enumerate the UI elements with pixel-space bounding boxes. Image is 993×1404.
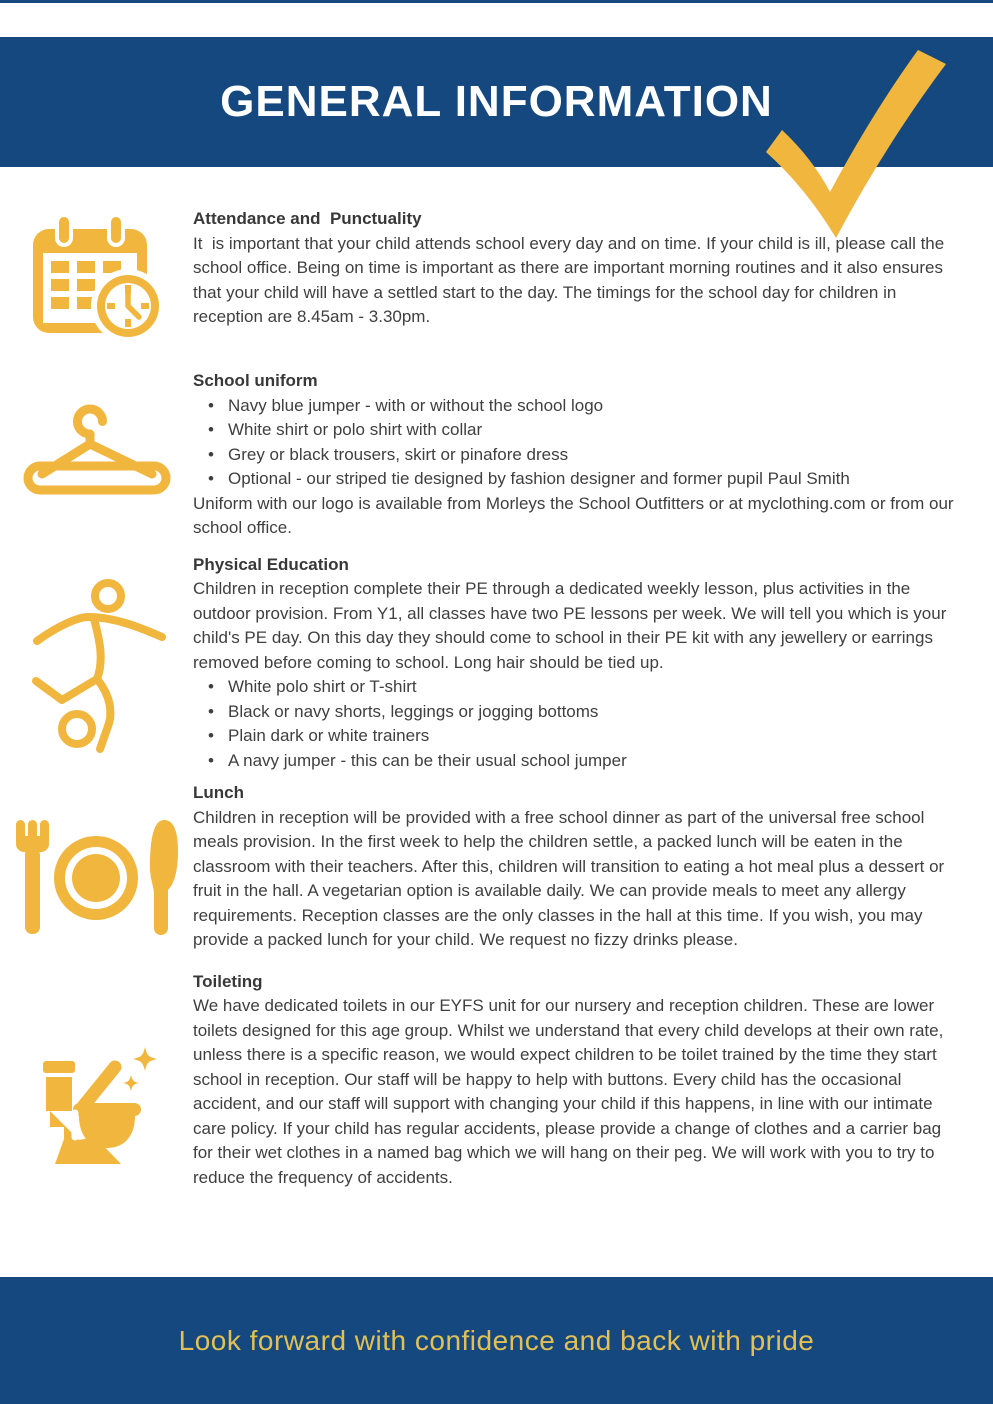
section-paragraph: Children in reception will be provided with a free school dinner as part of the universal free school meals provision. In the first week to help the children settle, a packed lunch will be eaten in the classroom with their teachers. After this, children will transition to eating a hot meal plus a dessert or fruit in the hall. A vegetarian option is available daily. We can provide meals to meet any allergy requirements. Reception classes are the only classes in the hall at this time. If you wish, you may provide a packed lunch for your child. We request no fizzy drinks please. (193, 807, 949, 949)
bullet-item: • A navy jumper - this can be their usual school jumper (193, 749, 961, 774)
section-uniform (0, 369, 993, 541)
page-title: GENERAL INFORMATION (220, 77, 773, 126)
bullet-item: • Navy blue jumper - with or without the school logo (193, 394, 961, 419)
footer-banner (0, 1277, 993, 1404)
section-toileting (0, 970, 993, 1191)
cutlery-icon (12, 816, 182, 938)
footer-motto: Look forward with confidence and back with pride (178, 1324, 815, 1356)
footballer-icon (24, 579, 169, 759)
section-heading: Attendance and Punctuality (193, 209, 422, 228)
text-column (193, 553, 993, 774)
bullet-item: • Plain dark or white trainers (193, 724, 961, 749)
section-paragraph: Children in reception complete their PE through a dedicated weekly lesson, plus activities in the outdoor provision. From Y1, all classes have two PE lessons per week. We will tell you which is your child's PE day. On this day they should come to school in their PE kit with any jewellery or earrings removed before coming to school. Long hair should be tied up. (193, 579, 952, 672)
bullet-item: • White shirt or polo shirt with collar (193, 418, 961, 443)
icon-column (0, 553, 193, 774)
section-heading: Physical Education (193, 554, 349, 574)
section-heading: School uniform (193, 371, 318, 390)
icon-column (0, 369, 193, 541)
icon-column (0, 970, 193, 1191)
section-heading: Lunch (193, 783, 244, 802)
calendar-clock-icon (27, 213, 167, 348)
hanger-icon (22, 400, 172, 495)
content (0, 167, 993, 1190)
bullet-item: • Black or navy shorts, leggings or jogging bottoms (193, 700, 961, 725)
section-paragraph: Uniform with our logo is available from Morleys the School Outfitters or at myclothing.com or from our school office. (193, 493, 959, 537)
section-physical-education (0, 553, 993, 774)
text-column (193, 369, 993, 541)
bullet-item: • Grey or black trousers, skirt or pinafore dress (193, 443, 961, 468)
section-lunch (0, 781, 993, 953)
text-column (193, 781, 993, 953)
icon-column (0, 207, 193, 348)
section-paragraph: It is important that your child attends school every day and on time. If your child is ill, please call the school office. Being on time is important as there are important morning routines and it also ensures that your child will have a settled start to the day. The timings for the school day for children in reception are 8.45am - 3.30pm. (193, 233, 949, 326)
toilet-icon (29, 1047, 164, 1167)
bullet-item: • White polo shirt or T-shirt (193, 675, 961, 700)
section-heading: Toileting (193, 971, 263, 991)
section-paragraph: We have dedicated toilets in our EYFS unit for our nursery and reception children. These are lower toilets designed for this age group. Whilst we understand that every child develops at their own rate, unless there is a specific reason, we would expect children to be toilet trained by the time they start school in reception. Our staff will be happy to help with buttons. Every child has the occasional accident, and our staff will support with changing your child if this happens, in line with our intimate care policy. If your child has regular accidents, please provide a change of clothes and a carrier bag for their wet clothes in a named bag which we will hang on their peg. We will work with you to try to reduce the frequency of accidents. (193, 996, 949, 1187)
checkmark-icon (758, 48, 950, 240)
pe-bullet-list (193, 675, 961, 773)
text-column (193, 970, 993, 1191)
icon-column (0, 781, 193, 953)
top-accent-strip (0, 0, 993, 3)
bullet-item: • Optional - our striped tie designed by fashion designer and former pupil Paul Smith (193, 467, 961, 492)
uniform-bullet-list (193, 394, 961, 492)
